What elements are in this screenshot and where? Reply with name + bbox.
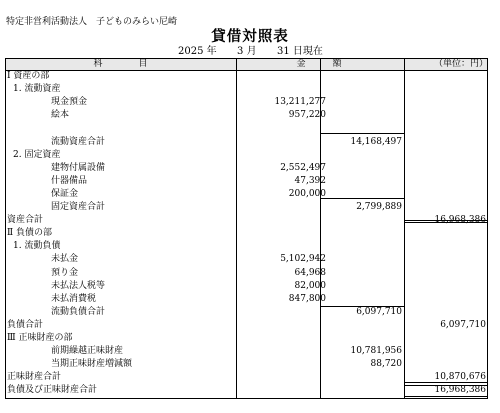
table-row: [5, 294, 488, 305]
date-day: 31: [276, 46, 290, 57]
table-row: [5, 163, 488, 174]
amount-c3: 10,870,676: [434, 372, 486, 383]
amount-c1: 957,220: [288, 110, 326, 121]
as-of-date: [178, 42, 323, 57]
table-row: [5, 307, 488, 318]
column-header-amount: 金 額: [296, 59, 342, 69]
date-month-unit: 月: [246, 46, 257, 57]
header-rule: [5, 70, 488, 71]
row-label: 建物付属設備: [51, 162, 106, 173]
row-label: 未払消費税: [51, 293, 97, 304]
table-border-bottom: [5, 398, 488, 399]
amount-c1: 13,211,277: [274, 97, 326, 108]
amount-c3: 6,097,710: [440, 319, 486, 330]
total-rule-double: [404, 220, 487, 221]
amount-c2: 2,799,889: [356, 202, 402, 212]
row-label: 固定資産合計: [51, 202, 106, 212]
table-row: [5, 385, 488, 396]
row-label: Ⅱ 負債の部: [7, 228, 52, 239]
row-label: 前期繰越正味財産: [51, 346, 124, 357]
date-day-suffix: 日現在: [292, 46, 323, 57]
row-label: 負債合計: [7, 319, 44, 330]
table-row: [5, 228, 488, 239]
row-label: 現金預金: [51, 97, 88, 108]
total-rule: [320, 198, 404, 199]
row-label: 未払金: [51, 254, 79, 265]
total-rule-double: [404, 385, 487, 386]
table-border-left: [5, 58, 6, 399]
table-row: [5, 346, 488, 357]
row-label: 預り金: [51, 267, 79, 278]
document-title: 貸借対照表: [211, 28, 289, 45]
table-row: [5, 123, 488, 134]
column-header-unit: （単位：円）: [433, 59, 488, 69]
balance-sheet-table: [5, 58, 488, 399]
amount-c1: 47,392: [294, 175, 326, 186]
amount-c2: 88,720: [370, 359, 402, 370]
amount-c1: 847,800: [288, 293, 326, 304]
row-label: 2. 固定資産: [13, 149, 61, 160]
amount-c1: 5,102,942: [280, 254, 326, 265]
row-label: 絵本: [51, 110, 70, 121]
amount-c1: 82,000: [294, 280, 326, 291]
total-rule: [404, 382, 487, 383]
row-label: 未払法人税等: [51, 280, 106, 291]
total-rule-double: [404, 222, 487, 223]
date-year-unit: 年: [206, 46, 217, 57]
table-row: [5, 281, 488, 292]
table-row: [5, 84, 488, 95]
total-rule: [320, 306, 404, 307]
row-label: 正味財産合計: [7, 372, 62, 383]
row-label: 1. 流動資産: [13, 84, 61, 95]
column-divider: [404, 58, 405, 399]
amount-c3: 16,968,386: [434, 215, 486, 226]
table-row: [5, 150, 488, 161]
amount-c2: 10,781,956: [350, 346, 402, 357]
table-row: [5, 359, 488, 370]
table-row: [5, 110, 488, 121]
table-row: [5, 241, 488, 252]
table-border-top: [5, 58, 488, 59]
amount-c2: 14,168,497: [350, 136, 402, 147]
row-label: 流動資産合計: [51, 136, 106, 147]
amount-c1: 64,968: [294, 267, 326, 278]
column-divider: [320, 58, 321, 399]
total-rule-double: [404, 396, 487, 397]
row-label: 保証金: [51, 188, 79, 199]
row-label: 1. 流動負債: [13, 241, 61, 252]
column-divider: [236, 58, 237, 399]
column-header-subject: 科 目: [93, 59, 148, 69]
date-month: 3: [237, 46, 244, 57]
page-footer-marks: [214, 405, 286, 413]
amount-c3: 16,968,386: [434, 385, 486, 396]
table-row: [5, 333, 488, 344]
table-row: [5, 97, 488, 108]
table-row: [5, 320, 488, 331]
table-header: [5, 58, 488, 70]
row-label: Ⅰ 資産の部: [7, 71, 50, 81]
table-border-right: [487, 58, 488, 399]
organization-name: 特定非営利活動法人 子どものみらい尼崎: [6, 17, 178, 27]
table-row: [5, 189, 488, 200]
table-row: [5, 176, 488, 187]
total-rule: [320, 133, 404, 134]
row-label: 当期正味財産増減額: [51, 359, 133, 370]
amount-c2: 6,097,710: [356, 306, 402, 317]
row-label: 什器備品: [51, 175, 88, 186]
row-label: 資産合計: [7, 215, 44, 226]
amount-c1: 200,000: [288, 188, 326, 199]
row-label: Ⅲ 正味財産の部: [7, 333, 73, 343]
table-row: [5, 137, 488, 148]
row-label: 負債及び正味財産合計: [7, 385, 98, 396]
table-row: [5, 71, 488, 82]
table-row: [5, 268, 488, 279]
amount-c1: 2,552,497: [280, 162, 326, 173]
table-row: [5, 254, 488, 265]
table-row: [5, 202, 488, 213]
date-year: 2025: [178, 46, 204, 57]
row-label: 流動負債合計: [51, 306, 106, 317]
